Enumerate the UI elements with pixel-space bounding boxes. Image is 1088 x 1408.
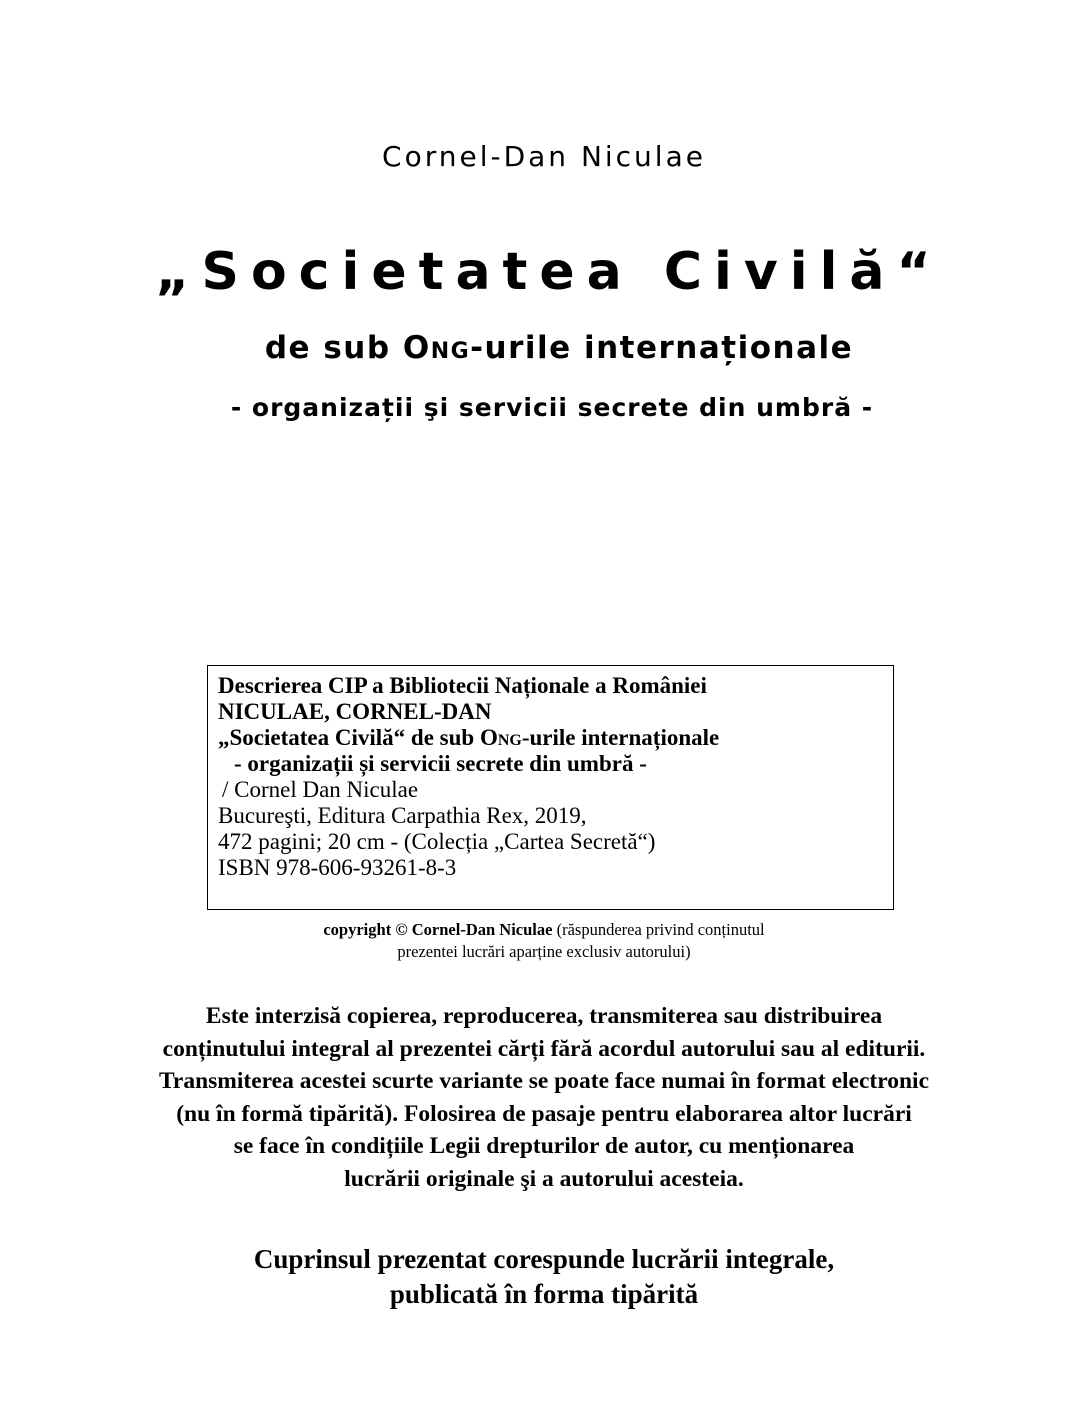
cip-description-box <box>207 665 894 910</box>
cip-subtitle: - organizații și servicii secrete din umbră - <box>234 751 647 776</box>
notice-line: Transmiterea acestei scurte variante se poate face numai în format electronic <box>158 1068 930 1094</box>
cip-title-post: -urile internaționale <box>521 725 720 750</box>
notice-line: conținutului integral al prezentei cărți fără acordul autorului sau al editurii. <box>162 1035 926 1062</box>
cip-title-pre: „Societatea Civilă“ de sub <box>218 725 480 750</box>
cip-title-ong: Ong <box>479 725 522 750</box>
book-title: „Societatea Civilă“ <box>155 242 943 302</box>
author-name: Cornel-Dan Niculae <box>382 140 706 173</box>
subtitle-ong: Ong <box>402 330 471 366</box>
cip-author: NICULAE, CORNEL-DAN <box>218 699 492 724</box>
rights-notice <box>0 1000 1088 1195</box>
notice-line: se face în condițiile Legii drepturilor de autor, cu menționarea <box>233 1133 855 1159</box>
copyright-text-2: prezentei lucrări aparține exclusiv autorului) <box>397 942 691 961</box>
subtitle-pre: de sub <box>264 330 403 366</box>
copyright-notice <box>0 919 1088 963</box>
summary-line: publicată în forma tipărită <box>389 1279 699 1309</box>
cip-pages: 472 pagini; 20 cm - (Colecția „Cartea Secretă“) <box>218 829 656 854</box>
notice-line: (nu în formă tipărită). Folosirea de pasaje pentru elaborarea altor lucrări <box>176 1100 912 1127</box>
subtitle-post: -urile internaționale <box>470 330 854 366</box>
cip-title <box>218 725 883 751</box>
copyright-prefix: copyright © Cornel-Dan Niculae <box>323 920 553 939</box>
cip-isbn: ISBN 978-606-93261-8-3 <box>218 855 457 880</box>
notice-line: Este interzisă copierea, reproducerea, transmiterea sau distribuirea <box>205 1003 883 1029</box>
cip-heading: Descrierea CIP a Bibliotecii Naționale a României <box>218 673 707 698</box>
notice-line: lucrării originale şi a autorului acesteia. <box>344 1165 744 1192</box>
book-tagline: - organizații şi servicii secrete din umbră - <box>230 393 874 422</box>
copyright-text-1: (răspunderea privind conținutul <box>552 920 765 939</box>
cip-by: / Cornel Dan Niculae <box>222 777 419 802</box>
book-subtitle <box>0 330 1088 366</box>
cip-publisher: Bucureşti, Editura Carpathia Rex, 2019, <box>218 803 587 828</box>
summary-note <box>0 1242 1088 1312</box>
summary-line: Cuprinsul prezentat corespunde lucrării integrale, <box>253 1244 835 1274</box>
